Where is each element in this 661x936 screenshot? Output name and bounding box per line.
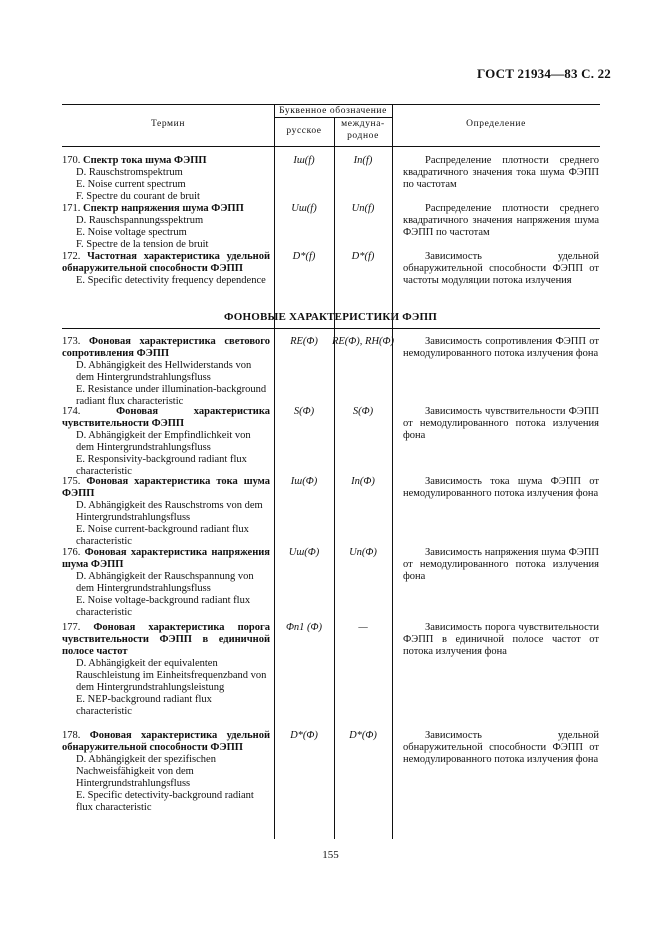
symbol-international-176: Un(Φ) [349, 547, 377, 558]
symbol-international-173: RE(Φ), RH(Φ) [331, 336, 395, 347]
term-title: Фоновая характеристика удельной обнаружительной способности ФЭПП [62, 730, 271, 753]
table-header-bottom-rule [62, 146, 600, 147]
term-173 [62, 336, 270, 408]
symbol-russian-175: Iш(Φ) [290, 476, 318, 487]
term-german: D. Abhängigkeit des Rauschstroms von dem Hintergrundstrahlungsfluss [76, 500, 263, 523]
term-german: D. Rauschstromspektrum [76, 167, 183, 178]
term-175 [62, 476, 270, 548]
definition-170: Распределение плотности среднего квадратичного значения тока шума ФЭПП по частотам [403, 155, 599, 190]
symbol-russian-170: Iш(f) [293, 155, 315, 166]
term-number: 178. [62, 730, 81, 741]
symbol-international-175: In(Φ) [351, 476, 375, 487]
term-title: Фоновая характеристика чувствительности ФЭПП [62, 406, 270, 429]
term-number: 172. [62, 251, 81, 262]
term-english: E. Noise current-background radiant flux characteristic [76, 524, 249, 547]
term-german: D. Abhängigkeit der equivalenten Rauschleistung im Einheitsfrequenzband von dem Hintergrundstrahlungsleistung [76, 658, 267, 693]
section-title: ФОНОВЫЕ ХАРАКТЕРИСТИКИ ФЭПП [223, 311, 438, 323]
symbol-international-178: D*(Φ) [349, 730, 377, 741]
term-english: E. Responsivity-background radiant flux characteristic [76, 454, 247, 477]
term-number: 176. [62, 547, 81, 558]
header-russian: русское [286, 126, 322, 136]
term-english: E. Noise voltage-background radiant flux characteristic [76, 595, 251, 618]
table-top-rule [62, 104, 600, 105]
symbol-russian-172: D*(f) [292, 251, 316, 262]
term-english: E. Resistance under illumination-background radiant flux characteristic [76, 384, 267, 407]
symbol-international-172: D*(f) [351, 251, 375, 262]
term-number: 174. [62, 406, 81, 417]
definition-176: Зависимость напряжения шума ФЭПП от немодулированного потока излучения фона [403, 547, 599, 582]
term-title: Спектр тока шума ФЭПП [83, 155, 207, 166]
symbol-russian-173: RE(Φ) [290, 336, 318, 347]
term-french: F. Spectre du courant de bruit [76, 191, 200, 202]
term-number: 171. [62, 203, 81, 214]
term-german: D. Abhängigkeit des Hellwiderstands von dem Hintergrundstrahlungsfluss [76, 360, 252, 383]
term-170 [62, 155, 270, 203]
term-title: Фоновая характеристика напряжения шума ФЭПП [62, 547, 270, 570]
term-177 [62, 622, 270, 718]
term-german: D. Abhängigkeit der Empfindlichkeit von dem Hintergrundstrahlungsfluss [76, 430, 251, 453]
header-symbol-group: Буквенное обозначение [279, 106, 387, 116]
term-english: E. NEP-background radiant flux characteristic [76, 694, 212, 717]
symbol-international-174: S(Φ) [352, 406, 374, 417]
term-171 [62, 203, 270, 251]
term-number: 170. [62, 155, 81, 166]
term-german: D. Abhängigkeit der Rauschspannung von dem Hintergrundstrahlungsfluss [76, 571, 254, 594]
term-176 [62, 547, 270, 619]
symbol-russian-171: Uш(f) [291, 203, 317, 214]
header-international-2: родное [347, 131, 379, 141]
header-definition: Определение [466, 119, 526, 129]
term-german: D. Rauschspannungsspektrum [76, 215, 204, 226]
page-number: 155 [322, 849, 339, 861]
section-rule [62, 328, 600, 329]
document-header: ГОСТ 21934—83 С. 22 [477, 66, 611, 81]
term-number: 175. [62, 476, 81, 487]
term-title: Фоновая характеристика светового сопротивления ФЭПП [62, 336, 271, 359]
definition-172: Зависимость удельной обнаружительной способности ФЭПП от частоты модуляции потока излучения [403, 251, 599, 286]
symbol-international-177: — [358, 622, 368, 633]
term-title: Фоновая характеристика тока шума ФЭПП [62, 476, 271, 499]
definition-174: Зависимость чувствительности ФЭПП от немодулированного потока излучения фона [403, 406, 599, 441]
definition-178: Зависимость удельной обнаружительной способности ФЭПП от немодулированного потока излучения фона [403, 730, 599, 765]
definition-177: Зависимость порога чувствительности ФЭПП в единичной полосе частот от потока излучения фона [403, 622, 599, 657]
term-title: Спектр напряжения шума ФЭПП [83, 203, 244, 214]
symbol-russian-176: Uш(Φ) [288, 547, 320, 558]
term-french: F. Spectre de la tension de bruit [76, 239, 209, 250]
definition-175: Зависимость тока шума ФЭПП от немодулированного потока излучения фона [403, 476, 599, 499]
symbol-russian-177: Φп1 (Φ) [285, 622, 323, 633]
header-international-1: междуна- [341, 119, 385, 129]
term-number: 173. [62, 336, 81, 347]
term-172 [62, 251, 270, 287]
header-term: Термин [150, 119, 186, 129]
symbol-subheader-rule [274, 117, 392, 118]
term-german: D. Abhängigkeit der spezifischen Nachweisfähigkeit von dem Hintergrundstrahlungsfluss [76, 754, 216, 789]
term-title: Фоновая характеристика порога чувствительности ФЭПП в единичной полосе частот [62, 622, 270, 657]
term-english: E. Noise current spectrum [76, 179, 186, 190]
symbol-russian-178: D*(Φ) [290, 730, 318, 741]
term-title: Частотная характеристика удельной обнаружительной способности ФЭПП [62, 251, 270, 274]
term-178 [62, 730, 270, 814]
symbol-international-171: Un(f) [351, 203, 375, 214]
term-number: 177. [62, 622, 81, 633]
definition-171: Распределение плотности среднего квадратичного значения напряжения шума ФЭПП по частотам [403, 203, 599, 238]
term-english: E. Specific detectivity-background radiant flux characteristic [76, 790, 254, 813]
term-english: E. Specific detectivity frequency dependence [76, 275, 266, 286]
symbol-russian-174: S(Φ) [293, 406, 315, 417]
term-english: E. Noise voltage spectrum [76, 227, 187, 238]
definition-173: Зависимость сопротивления ФЭПП от немодулированного потока излучения фона [403, 336, 599, 359]
term-174 [62, 406, 270, 478]
symbol-international-170: In(f) [353, 155, 373, 166]
